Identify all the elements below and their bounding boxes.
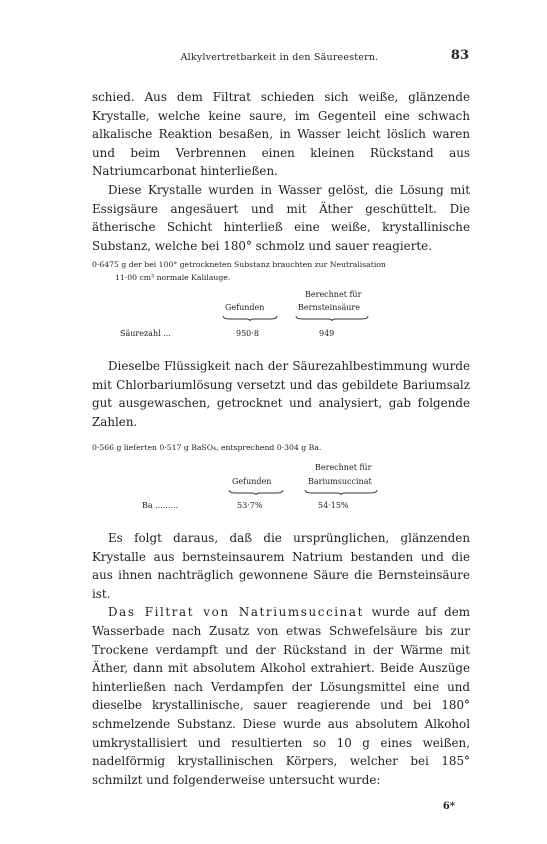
paragraph-5-text: wurde auf dem Wasserbade nach Zusatz von etwas Schwefelsäure bis zur Trockene verdampft und der Rückstand in der Wärme mit Äther, dann mit absolutem Alkohol extrahiert. Beide Auszüge hinterließen nach Verdampfen der Lösungsmittel eine und dieselbe krystallinische, sauer reagierende und bei 180° schmelzende Substanz. Diese wurde aus absolutem Alkohol umkrystallisiert und resultierten so 10 g eines weißen, nadelförmig krystallinischen Körpers, welcher bei 185° schmilzt und folgenderweise untersucht wurde:	[92, 605, 471, 787]
paragraph-5-spaced-lead: Das Filtrat von Natriumsuccinat	[108, 605, 364, 620]
table2-found-brace	[228, 489, 284, 495]
paragraph-4	[92, 529, 470, 789]
table1-found-header: Gefunden	[225, 303, 265, 312]
table2-calc-brace	[304, 489, 378, 495]
paragraph-5	[92, 603, 470, 789]
measurement-note-2: 0·566 g lieferten 0·517 g BaSO₄, entsprechend 0·304 g Ba.	[92, 443, 322, 452]
table2-calc-header-line2: Bariumsuccinat	[308, 477, 372, 486]
table2-found-value: 53·7%	[237, 501, 263, 510]
running-title: Alkylvertretbarkeit in den Säureestern.	[180, 52, 379, 63]
table2-calc-value: 54·15%	[318, 501, 349, 510]
table1-found-value: 950·8	[236, 329, 259, 338]
table1-calc-brace	[295, 315, 369, 321]
table1-row-label: Säurezahl ...	[120, 329, 171, 338]
table1-calc-header-line1: Berechnet für	[305, 290, 362, 299]
page-header	[90, 48, 469, 64]
measurement-note-1-line-1: 0·6475 g der bei 100° getrockneten Substanz brauchten zur Neutralisation	[92, 260, 386, 269]
table1-found-brace	[222, 315, 278, 321]
paragraph-1	[92, 88, 470, 255]
table1-calc-value: 949	[319, 329, 335, 338]
table2-calc-header-line1: Berechnet für	[315, 463, 372, 472]
table1-calc-header-line2: Bernsteinsäure	[298, 303, 360, 312]
paragraph-1-text: schied. Aus dem Filtrat schieden sich weiße, glänzende Krystalle, welche keine saure, im Gegenteil eine schwach alkalische Reaktion besaßen, in Wasser leicht löslich waren und beim Verbrennen einen kleinen Rückstand aus Natriumcarbonat hinterließen.	[92, 90, 470, 179]
page-number: 83	[450, 48, 469, 63]
table2-row-label: Ba .........	[142, 501, 179, 510]
table2-found-header: Gefunden	[232, 477, 272, 486]
measurement-note-1-line-2: 11·00 cm³ normale Kalilauge.	[115, 273, 231, 282]
signature-mark: 6*	[442, 801, 455, 812]
paragraph-4-text: Es folgt daraus, daß die ursprünglichen, glänzenden Krystalle aus bernsteinsaurem Natrium bestanden und die aus ihnen nachträglich gewonnene Säure die Bernsteinsäure ist.	[92, 531, 470, 601]
paragraph-2-text: Diese Krystalle wurden in Wasser gelöst, die Lösung mit Essigsäure angesäuert und mit Äther geschüttelt. Die ätherische Schicht hinterließ eine weiße, krystallinische Substanz, welche bei 180° schmolz und sauer reagierte.	[92, 182, 470, 253]
paragraph-3	[92, 357, 470, 431]
paragraph-3-text: Dieselbe Flüssigkeit nach der Säurezahlbestimmung wurde mit Chlorbariumlösung versetzt und das gebildete Bariumsalz gut ausgewaschen, getrocknet und analysiert, gab folgende Zahlen.	[92, 359, 470, 429]
